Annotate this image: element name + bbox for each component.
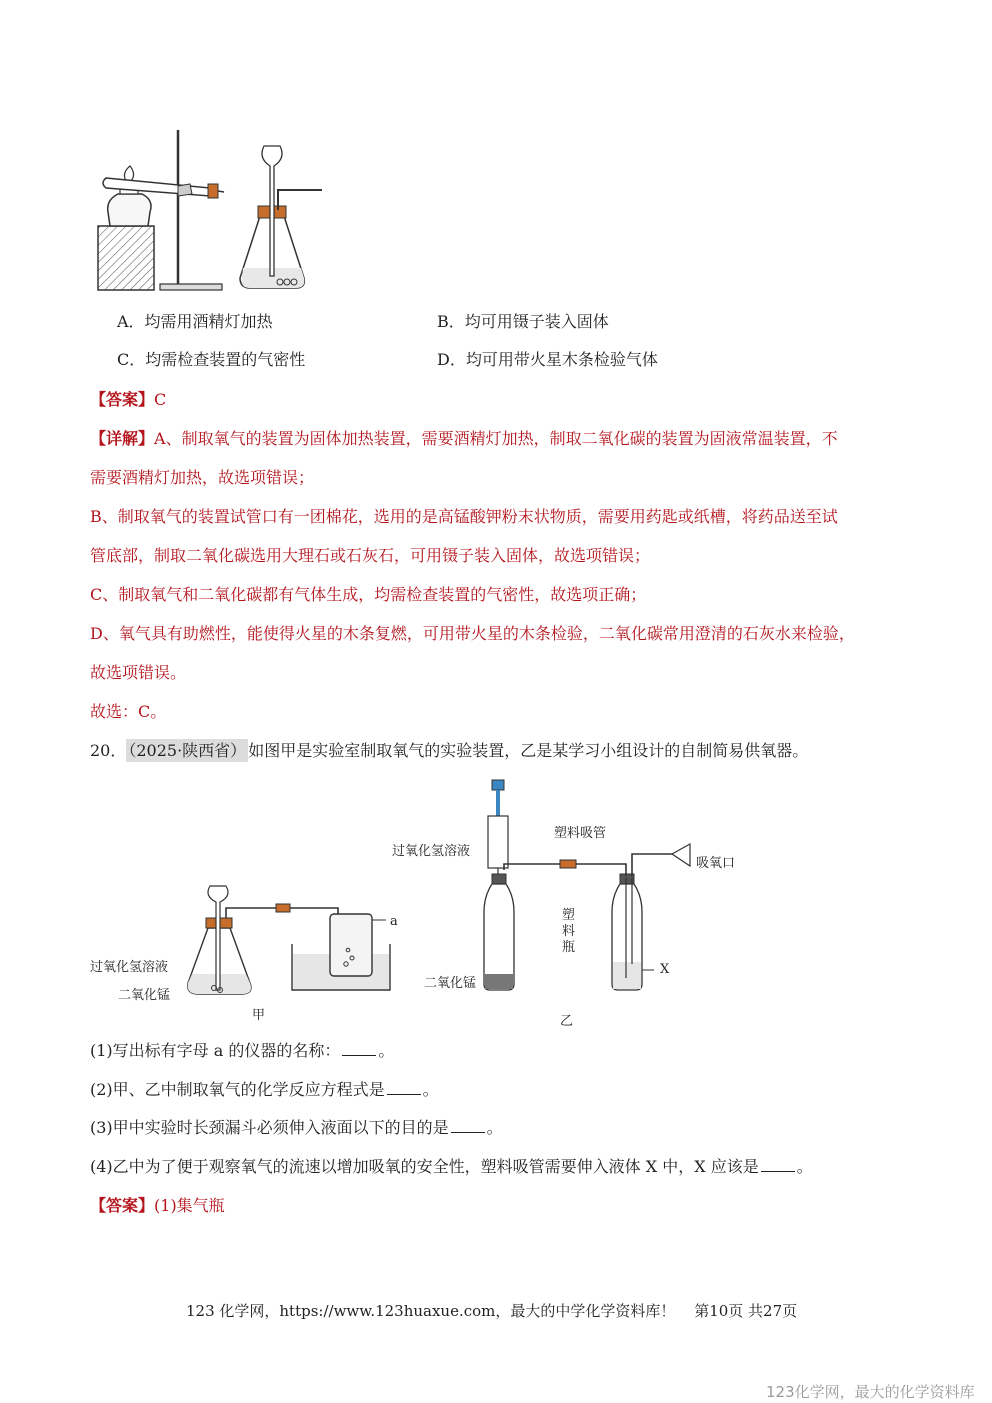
fig-jia-caption: 甲 (252, 1008, 266, 1023)
option-d: D．均可用带火星木条检验气体 (437, 350, 658, 369)
fig-jia-apparatus (180, 878, 400, 1000)
period: 。 (796, 1157, 813, 1176)
fig-jia-label-h2o2: 过氧化氢溶液 (90, 960, 169, 975)
sub4-text: (4)乙中为了便于观察氧气的流速以增加吸氧的安全性，塑料吸管需要伸入液体 X 中，X 应该是 (90, 1157, 759, 1176)
fig-yi-label-tube: 塑料吸管 (554, 826, 607, 841)
detail-text-1: A、制取氧气的装置为固体加热装置，需要酒精灯加热，制取二氧化碳的装置为固液常温装置，不 (154, 429, 838, 448)
q19-detail-line2: 需要酒精灯加热，故选项错误； (90, 468, 315, 487)
q20-sub1 (90, 1041, 394, 1061)
q19-b-line2: 管底部，制取二氧化碳选用大理石或石灰石，可用镊子装入固体，故选项错误； (90, 546, 651, 565)
answer-blank[interactable] (451, 1118, 485, 1133)
fig-yi-label-mno2: 二氧化锰 (424, 976, 477, 991)
period: 。 (422, 1080, 439, 1099)
alcohol-lamp (108, 194, 151, 226)
answer-tag: 【答案】 (90, 390, 155, 409)
footer-text: 123 化学网，https://www.123huaxue.com，最大的中学化学资料库！ (186, 1302, 676, 1320)
q20-stem (90, 741, 808, 761)
fig-yi-caption: 乙 (560, 1014, 574, 1029)
fig-yi-label-x: X (660, 962, 670, 977)
gas-bottle-a (330, 914, 372, 976)
q19-d-line2: 故选项错误。 (90, 663, 187, 682)
detail-tag: 【详解】 (90, 429, 155, 448)
answer-blank[interactable] (761, 1157, 795, 1172)
q19-d-line1: D、氧气具有助燃性，能使得火星的木条复燃，可用带火星的木条检验，二氧化碳常用澄清的石灰水来检验， (90, 624, 855, 643)
fig-yi-label-bottle-3: 瓶 (562, 940, 576, 955)
q20-sub2 (90, 1080, 439, 1100)
sub3-text: (3)甲中实验时长颈漏斗必须伸入液面以下的目的是 (90, 1118, 449, 1137)
fig-yi-label-mouth: 吸氧口 (696, 856, 736, 871)
fig-yi-label-bottle-2: 料 (562, 924, 576, 939)
q19-b-line1: B、制取氧气的装置试管口有一团棉花，选用的是高锰酸钾粉末状物质，需要用药匙或纸槽，将药品送至试 (90, 507, 838, 526)
fig-yi-label-h2o2: 过氧化氢溶液 (392, 844, 471, 859)
answer-value: C (154, 390, 167, 409)
q20-source: （2025·陕西省） (128, 741, 247, 760)
q20-sub4 (90, 1157, 813, 1177)
q19-answer (90, 390, 166, 410)
option-b: B．均可用镊子装入固体 (437, 312, 609, 331)
answer-value: (1)集气瓶 (154, 1196, 225, 1215)
q19-detail-line1 (90, 429, 838, 449)
answer-blank[interactable] (387, 1080, 421, 1095)
q20-sub3 (90, 1118, 503, 1138)
fig-yi-label-bottle-1: 塑 (562, 908, 576, 923)
q20-stem-text: 如图甲是实验室制取氧气的实验装置，乙是某学习小组设计的自制简易供氧器。 (248, 741, 809, 760)
hatched-block (98, 226, 154, 290)
page-footer (186, 1300, 797, 1321)
fig-jia-label-mno2: 二氧化锰 (118, 988, 171, 1003)
sub1-text: (1)写出标有字母 a 的仪器的名称： (90, 1041, 341, 1060)
stand-base (160, 284, 222, 290)
fig-jia-label-a: a (390, 914, 398, 929)
q19-choose: 故选：C。 (90, 702, 167, 721)
watermark: 123化学网，最大的化学资料库 (766, 1383, 975, 1401)
answer-tag: 【答案】 (90, 1196, 155, 1215)
option-c: C．均需检查装置的气密性 (117, 350, 306, 369)
option-a: A．均需用酒精灯加热 (117, 312, 273, 331)
sub2-text: (2)甲、乙中制取氧气的化学反应方程式是 (90, 1080, 385, 1099)
q20-answer (90, 1196, 225, 1216)
answer-blank[interactable] (342, 1041, 376, 1056)
q20-number: 20． (90, 741, 127, 760)
page-number: 第10页 共27页 (694, 1302, 798, 1320)
period: 。 (486, 1118, 503, 1137)
period: 。 (378, 1041, 395, 1060)
q19-c-line: C、制取氧气和二氧化碳都有气体生成，均需检查装置的气密性，故选项正确； (90, 585, 647, 604)
q19-apparatus-figure (90, 126, 330, 296)
